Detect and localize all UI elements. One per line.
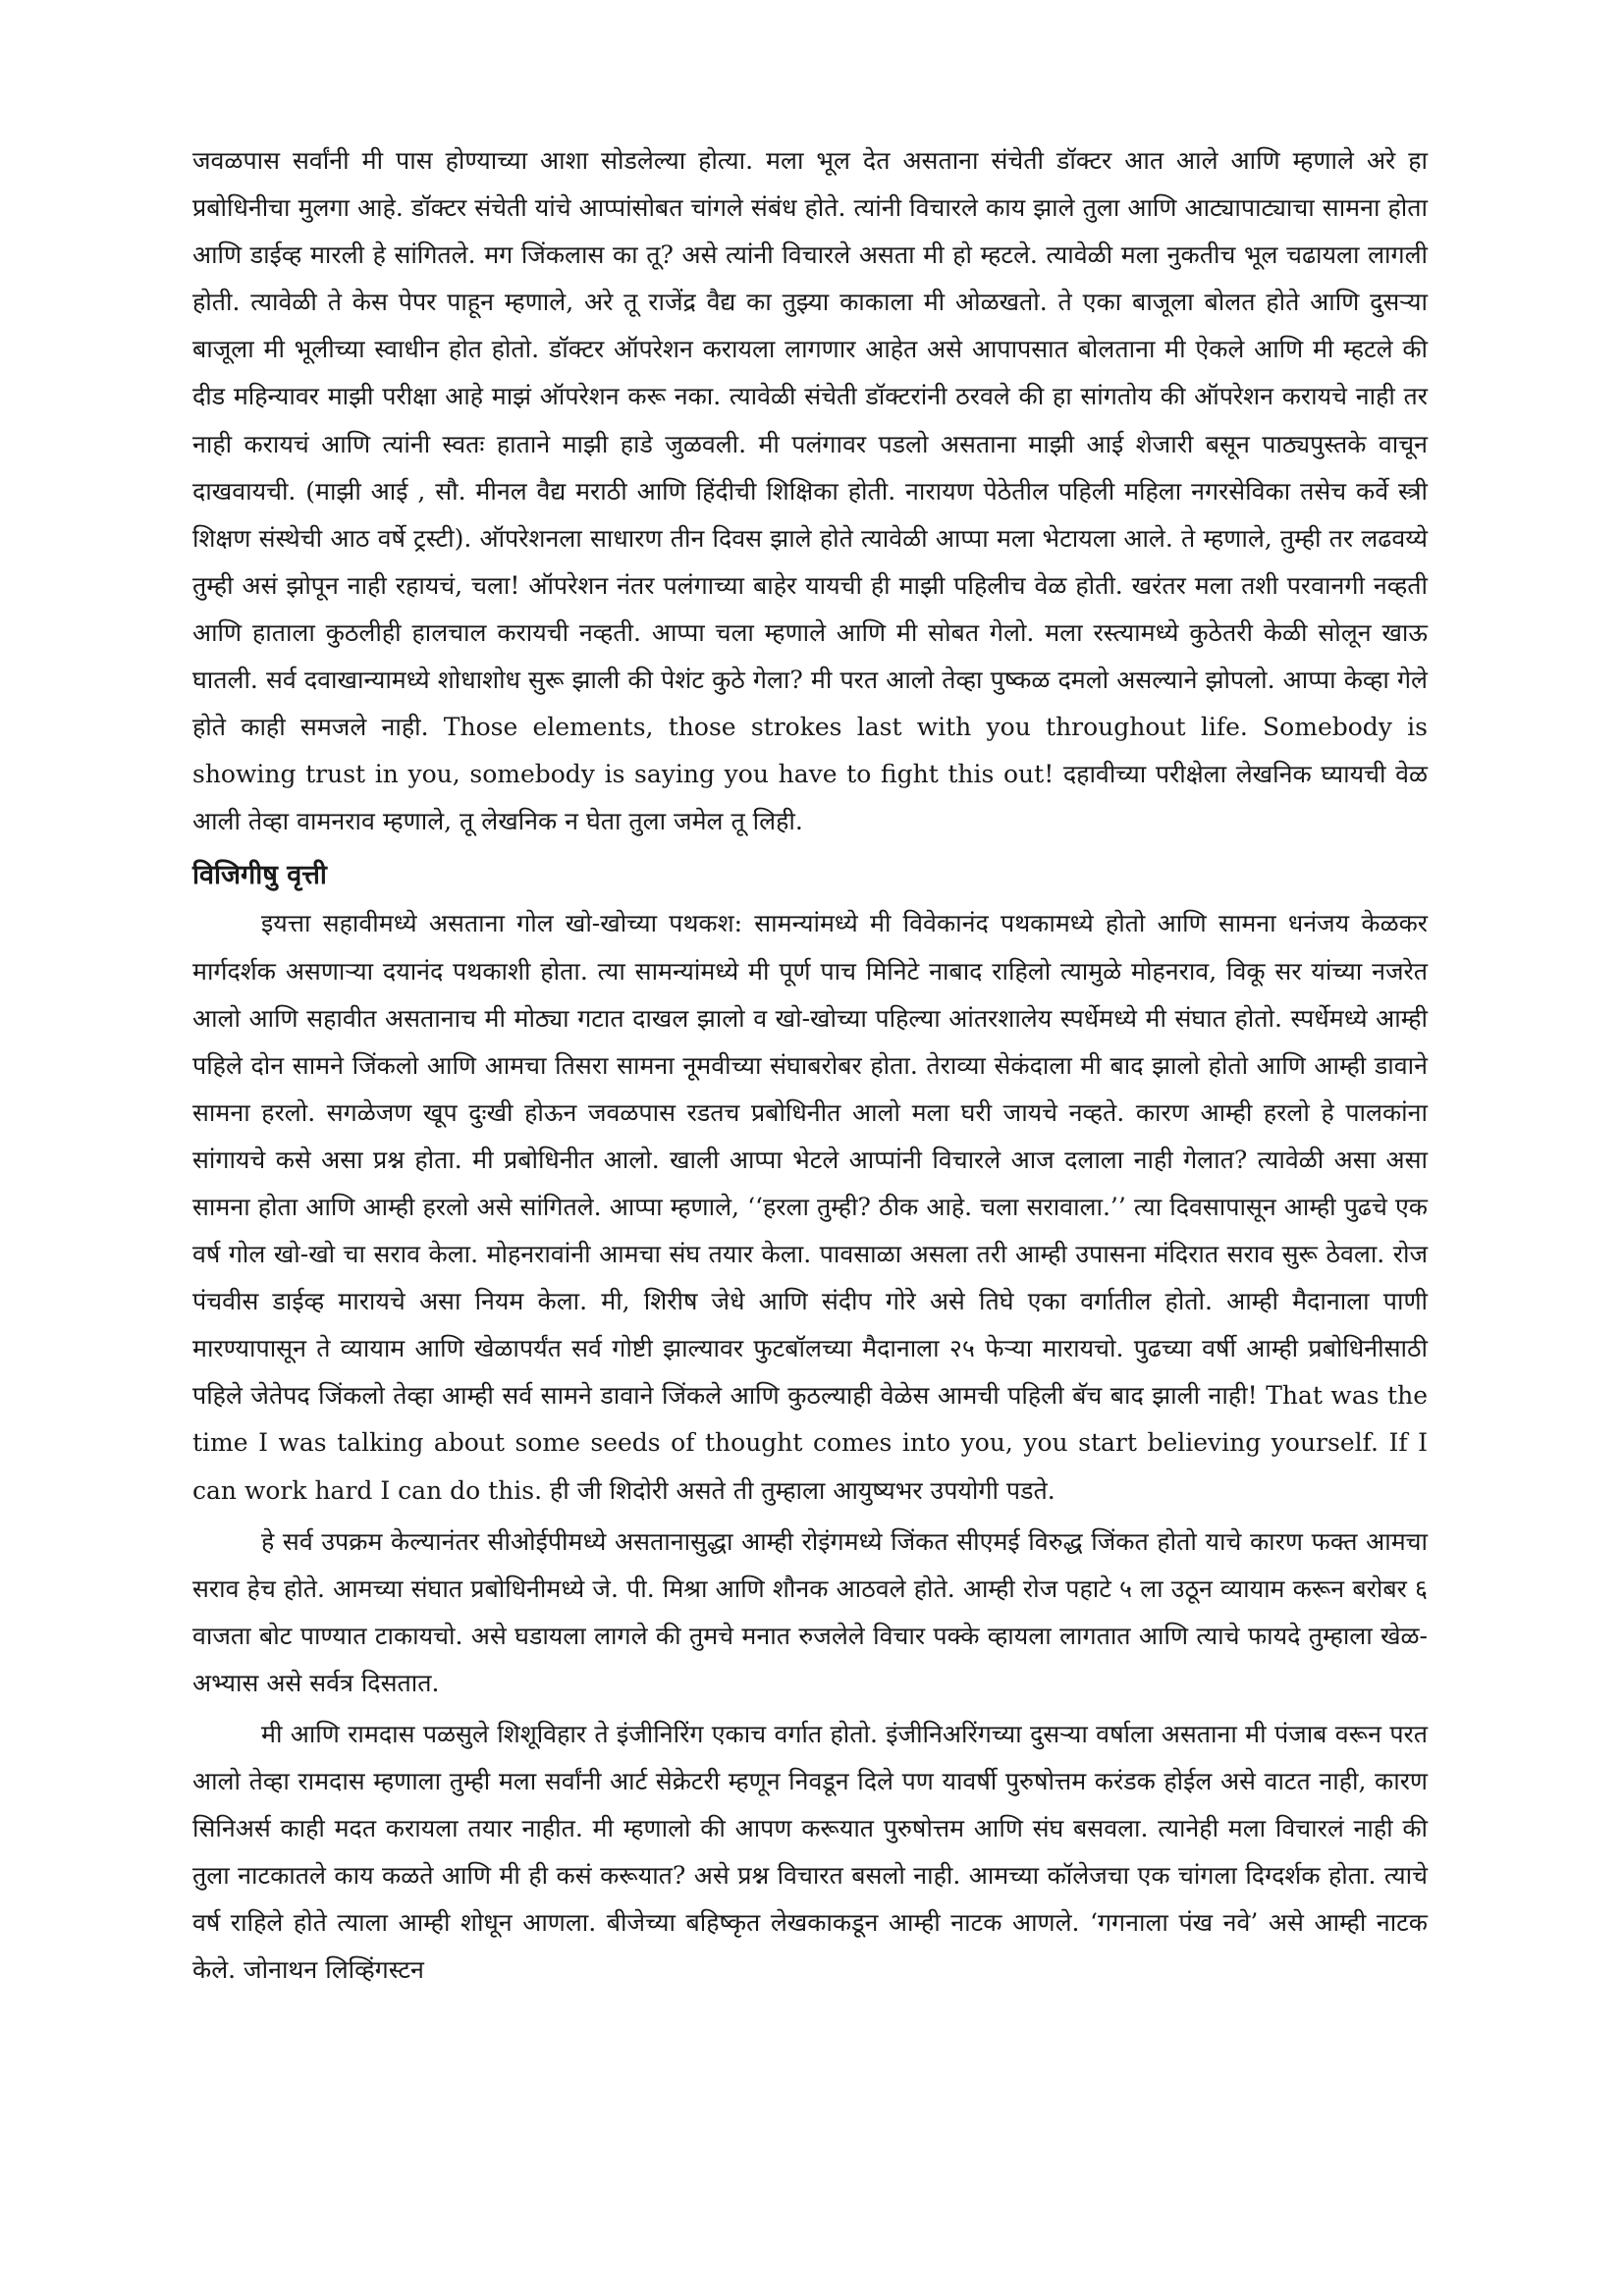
document-page [192, 137, 1428, 1995]
paragraph-2: इयत्ता सहावीमध्ये असताना गोल खो-खोच्या पथकश: सामन्यांमध्ये मी विवेकानंद पथकामध्ये होतो आणि सामना धनंजय केळकर मार्गदर्शक असणाऱ्या दयानंद पथकाशी होता. त्या सामन्यांमध्ये मी पूर्ण पाच मिनिटे नाबाद राहिलो त्यामुळे मोहनराव, विकू सर यांच्या नजरेत आलो आणि सहावीत असतानाच मी मोठ्या गटात दाखल झालो व खो-खोच्या पहिल्या आंतरशालेय स्पर्धेमध्ये मी संघात होतो. स्पर्धेमध्ये आम्ही पहिले दोन सामने जिंकलो आणि आमचा तिसरा सामना नूमवीच्या संघाबरोबर होता. तेराव्या सेकंदाला मी बाद झालो होतो आणि आम्ही डावाने सामना हरलो. सगळेजण खूप दुःखी होऊन जवळपास रडतच प्रबोधिनीत आलो मला घरी जायचे नव्हते. कारण आम्ही हरलो हे पालकांना सांगायचे कसे असा प्रश्न होता. मी प्रबोधिनीत आलो. खाली आप्पा भेटले आप्पांनी विचारले आज दलाला नाही गेलात? त्यावेळी असा असा सामना होता आणि आम्ही हरलो असे सांगितले. आप्पा म्हणाले, ‘‘हरला तुम्ही? ठीक आहे. चला सरावाला.’’ त्या दिवसापासून आम्ही पुढचे एक वर्ष गोल खो-खो चा सराव केला. मोहनरावांनी आमचा संघ तयार केला. पावसाळा असला तरी आम्ही उपासना मंदिरात सराव सुरू ठेवला. रोज पंचवीस डाईव्ह मारायचे असा नियम केला. मी, शिरीष जेधे आणि संदीप गोरे असे तिघे एका वर्गातील होतो. आम्ही मैदानाला पाणी मारण्यापासून ते व्यायाम आणि खेळापर्यंत सर्व गोष्टी झाल्यावर फुटबॉलच्या मैदानाला २५ फेऱ्या मारायचो. पुढच्या वर्षी आम्ही प्रबोधिनीसाठी पहिले जेतेपद जिंकलो तेव्हा आम्ही सर्व सामने डावाने जिंकले आणि कुठल्याही वेळेस आमची पहिली बॅच बाद झाली नाही! That was the time I was talking about some seeds of thought comes into you, you start believing yourself. If I can work hard I can do this. ही जी शिदोरी असते ती तुम्हाला आयुष्यभर उपयोगी पडते. [192, 909, 1428, 1505]
paragraph-3: हे सर्व उपक्रम केल्यानंतर सीओईपीमध्ये असतानासुद्धा आम्ही रोइंगमध्ये जिंकत सीएमई विरुद्ध जिंकत होतो याचे कारण फक्त आमचा सराव हेच होते. आमच्या संघात प्रबोधिनीमध्ये जे. पी. मिश्रा आणि शौनक आठवले होते. आम्ही रोज पहाटे ५ ला उठून व्यायाम करून बरोबर ६ वाजता बोट पाण्यात टाकायचो. असे घडायला लागले की तुमचे मनात रुजलेले विचार पक्के व्हायला लागतात आणि त्याचे फायदे तुम्हाला खेळ-अभ्यास असे सर्वत्र दिसतात. [192, 1526, 1428, 1697]
paragraph-1: जवळपास सर्वांनी मी पास होण्याच्या आशा सोडलेल्या होत्या. मला भूल देत असताना संचेती डॉक्टर आत आले आणि म्हणाले अरे हा प्रबोधिनीचा मुलगा आहे. डॉक्टर संचेती यांचे आप्पांसोबत चांगले संबंध होते. त्यांनी विचारले काय झाले तुला आणि आट्यापाट्याचा सामना होता आणि डाईव्ह मारली हे सांगितले. मग जिंकलास का तू? असे त्यांनी विचारले असता मी हो म्हटले. त्यावेळी मला नुकतीच भूल चढायला लागली होती. त्यावेळी ते केस पेपर पाहून म्हणाले, अरे तू राजेंद्र वैद्य का तुझ्या काकाला मी ओळखतो. ते एका बाजूला बोलत होते आणि दुसऱ्या बाजूला मी भूलीच्या स्वाधीन होत होतो. डॉक्टर ऑपरेशन करायला लागणार आहेत असे आपापसात बोलताना मी ऐकले आणि मी म्हटले की दीड महिन्यावर माझी परीक्षा आहे माझं ऑपरेशन करू नका. त्यावेळी संचेती डॉक्टरांनी ठरवले की हा सांगतोय की ऑपरेशन करायचे नाही तर नाही करायचं आणि त्यांनी स्वतः हाताने माझी हाडे जुळवली. मी पलंगावर पडलो असताना माझी आई शेजारी बसून पाठ्यपुस्तके वाचून दाखवायची. (माझी आई , सौ. मीनल वैद्य मराठी आणि हिंदीची शिक्षिका होती. नारायण पेठेतील पहिली महिला नगरसेविका तसेच कर्वे स्त्री शिक्षण संस्थेची आठ वर्षे ट्रस्टी). ऑपरेशनला साधारण तीन दिवस झाले होते त्यावेळी आप्पा मला भेटायला आले. ते म्हणाले, तुम्ही तर लढवय्ये तुम्ही असं झोपून नाही रहायचं, चला! ऑपरेशन नंतर पलंगाच्या बाहेर यायची ही माझी पहिलीच वेळ होती. खरंतर मला तशी परवानगी नव्हती आणि हाताला कुठलीही हालचाल करायची नव्हती. आप्पा चला म्हणाले आणि मी सोबत गेलो. मला रस्त्यामध्ये कुठेतरी केळी सोलून खाऊ घातली. सर्व दवाखान्यामध्ये शोधाशोध सुरू झाली की पेशंट कुठे गेला? मी परत आलो तेव्हा पुष्कळ दमलो असल्याने झोपलो. आप्पा केव्हा गेले होते काही समजले नाही. Those elements, those strokes last with you throughout life. Somebody is showing trust in you, somebody is saying you have to fight this out! दहावीच्या परीक्षेला लेखनिक घ्यायची वेळ आली तेव्हा वामनराव म्हणाले, तू लेखनिक न घेता तुला जमेल तू लिही. [192, 146, 1428, 836]
section-heading: विजिगीषु वृत्ती [192, 860, 327, 891]
paragraph-4: मी आणि रामदास पळसुले शिशूविहार ते इंजीनिरिंग एकाच वर्गात होतो. इंजीनिअरिंगच्या दुसऱ्या वर्षाला असताना मी पंजाब वरून परत आलो तेव्हा रामदास म्हणाला तुम्ही मला सर्वांनी आर्ट सेक्रेटरी म्हणून निवडून दिले पण यावर्षी पुरुषोत्तम करंडक होईल असे वाटत नाही, कारण सिनिअर्स काही मदत करायला तयार नाहीत. मी म्हणालो की आपण करूयात पुरुषोत्तम आणि संघ बसवला. त्यानेही मला विचारलं नाही की तुला नाटकातले काय कळते आणि मी ही कसं करूयात? असे प्रश्न विचारत बसलो नाही. आमच्या कॉलेजचा एक चांगला दिग्दर्शक होता. त्याचे वर्ष राहिले होते त्याला आम्ही शोधून आणला. बीजेच्या बहिष्कृत लेखकाकडून आम्ही नाटक आणले. ‘गगनाला पंख नवे’ असे आम्ही नाटक केले. जोनाथन लिव्हिंगस्टन [192, 1720, 1428, 1985]
